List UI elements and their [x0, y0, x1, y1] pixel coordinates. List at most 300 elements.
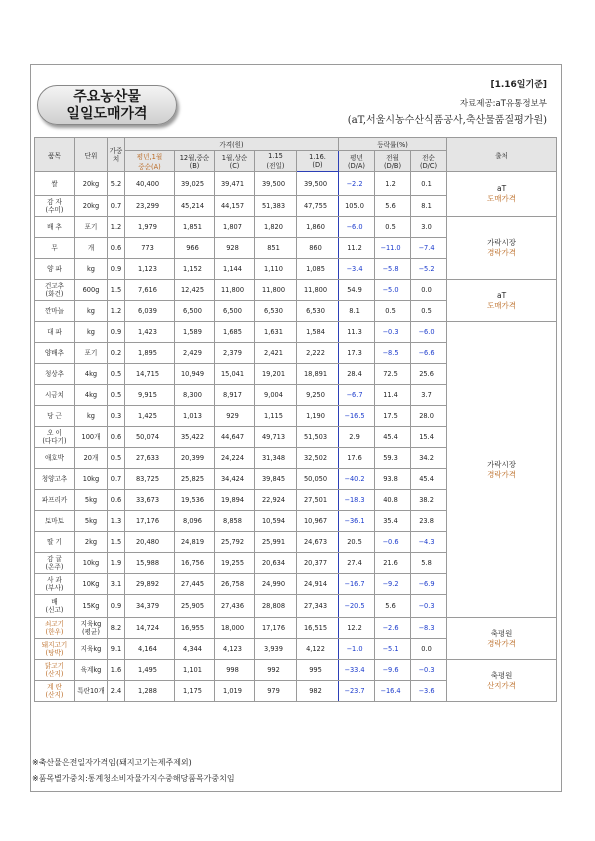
- item-cell: [35, 618, 75, 639]
- price-cell: 2,421: [255, 343, 297, 364]
- price-cell: 4,164: [125, 639, 175, 660]
- unit-value: 5kg: [84, 517, 98, 525]
- price-cell: 25,905: [175, 595, 215, 618]
- rate-cell: −18.3: [339, 490, 375, 511]
- price-cell: 1,979: [125, 217, 175, 238]
- rate-cell: −16.7: [339, 574, 375, 595]
- weight-cell: 0.7: [108, 469, 125, 490]
- item-name: 애호박: [44, 454, 65, 462]
- price-cell: 8,858: [215, 511, 255, 532]
- rate-cell: −40.2: [339, 469, 375, 490]
- price-cell: 10,949: [175, 364, 215, 385]
- reference-date: [1.16일기준]: [490, 80, 547, 90]
- unit-cell: [75, 301, 108, 322]
- unit-cell: [75, 574, 108, 595]
- rate-cell: −4.3: [411, 532, 447, 553]
- rate-cell: −16.5: [339, 406, 375, 427]
- price-col-header: [297, 151, 339, 172]
- rate-cell: 20.5: [339, 532, 375, 553]
- price-cell: 1,807: [215, 217, 255, 238]
- header-line: 1월,상순: [221, 154, 248, 162]
- unit-cell: [75, 364, 108, 385]
- item-variety: (부사): [45, 584, 64, 592]
- price-cell: 24,673: [297, 532, 339, 553]
- weight-cell: 1.3: [108, 511, 125, 532]
- unit-value: 20kg: [82, 179, 100, 188]
- source-name: 가락시장: [487, 459, 517, 469]
- item-name: 배 추: [47, 223, 62, 231]
- price-cell: 10,594: [255, 511, 297, 532]
- source-name: 가락시장: [487, 238, 517, 247]
- item-name: 쌀: [51, 179, 58, 188]
- price-cell: 1,423: [125, 322, 175, 343]
- price-cell: 24,990: [255, 574, 297, 595]
- price-cell: 25,825: [175, 469, 215, 490]
- item-variety: (화건): [45, 290, 64, 298]
- unit-value: 100개: [81, 433, 101, 441]
- rate-cell: 17.6: [339, 448, 375, 469]
- rate-cell: −5.0: [375, 280, 411, 301]
- weight-cell: 0.2: [108, 343, 125, 364]
- rate-cell: 17.3: [339, 343, 375, 364]
- price-cell: 8,300: [175, 385, 215, 406]
- title-line1: 주요농산물: [73, 89, 141, 105]
- rate-cell: 0.0: [411, 280, 447, 301]
- header-line: (C): [229, 162, 240, 170]
- rate-cell: −7.4: [411, 238, 447, 259]
- price-cell: 1,685: [215, 322, 255, 343]
- source-cell: [447, 217, 557, 280]
- rate-cell: −1.0: [339, 639, 375, 660]
- price-cell: 34,379: [125, 595, 175, 618]
- price-cell: 1,013: [175, 406, 215, 427]
- price-cell: 27,436: [215, 595, 255, 618]
- price-cell: 19,255: [215, 553, 255, 574]
- price-cell: 1,288: [125, 681, 175, 702]
- item-variety: (산지): [45, 691, 64, 699]
- unit-cell: [75, 681, 108, 702]
- price-cell: 1,175: [175, 681, 215, 702]
- unit-cell: [75, 322, 108, 343]
- item-cell: [35, 196, 75, 217]
- price-cell: 47,755: [297, 196, 339, 217]
- price-cell: 23,299: [125, 196, 175, 217]
- price-cell: 6,530: [297, 301, 339, 322]
- rate-cell: −0.3: [411, 595, 447, 618]
- price-cell: 851: [255, 238, 297, 259]
- price-cell: 1,152: [175, 259, 215, 280]
- weight-cell: 0.5: [108, 385, 125, 406]
- price-cell: 17,176: [125, 511, 175, 532]
- rate-cell: 1.2: [375, 172, 411, 196]
- price-cell: 1,584: [297, 322, 339, 343]
- weight-cell: 1.2: [108, 217, 125, 238]
- price-cell: 29,892: [125, 574, 175, 595]
- rate-cell: 105.0: [339, 196, 375, 217]
- header-line: 1.16.: [309, 153, 326, 161]
- price-cell: 15,041: [215, 364, 255, 385]
- rate-cell: 17.5: [375, 406, 411, 427]
- item-name: 감 자: [47, 198, 62, 206]
- header-line: (B): [189, 162, 200, 170]
- unit-cell: [75, 217, 108, 238]
- rate-cell: −5.8: [375, 259, 411, 280]
- item-cell: [35, 660, 75, 681]
- price-cell: 773: [125, 238, 175, 259]
- unit-cell: [75, 639, 108, 660]
- rate-cell: 0.5: [375, 217, 411, 238]
- unit-value: 15Kg: [82, 602, 100, 610]
- item-cell: [35, 172, 75, 196]
- unit-cell: [75, 343, 108, 364]
- price-cell: 928: [215, 238, 255, 259]
- weight-cell: 1.6: [108, 660, 125, 681]
- source-name: 축평원: [490, 628, 513, 638]
- price-cell: 20,399: [175, 448, 215, 469]
- rate-cell: −20.5: [339, 595, 375, 618]
- unit-value: 특란10개: [77, 687, 105, 695]
- table-row: [35, 217, 557, 238]
- unit-cell: [75, 660, 108, 681]
- item-cell: [35, 511, 75, 532]
- rate-cell: 72.5: [375, 364, 411, 385]
- price-cell: 1,820: [255, 217, 297, 238]
- item-name: 오 이: [47, 429, 62, 437]
- rate-cell: 8.1: [339, 301, 375, 322]
- item-name: 배: [51, 598, 58, 606]
- unit-cell: [75, 469, 108, 490]
- price-cell: 17,176: [255, 618, 297, 639]
- price-cell: 50,074: [125, 427, 175, 448]
- item-cell: [35, 343, 75, 364]
- item-cell: [35, 217, 75, 238]
- price-cell: 31,348: [255, 448, 297, 469]
- title-badge: [37, 85, 177, 125]
- source-cell: [447, 618, 557, 660]
- price-cell: 9,250: [297, 385, 339, 406]
- price-group-header: 가격(원): [125, 138, 339, 151]
- price-cell: 39,471: [215, 172, 255, 196]
- rate-cell: 15.4: [411, 427, 447, 448]
- item-name: 돼지고기: [41, 641, 68, 649]
- unit-value: 20kg: [82, 202, 100, 210]
- price-cell: 14,724: [125, 618, 175, 639]
- unit-cell: [75, 280, 108, 301]
- source-type: 산지가격: [487, 680, 517, 690]
- item-name: 청상추: [44, 370, 65, 378]
- weight-cell: 0.9: [108, 322, 125, 343]
- rate-cell: −8.3: [411, 618, 447, 639]
- item-cell: [35, 280, 75, 301]
- rate-cell: 3.0: [411, 217, 447, 238]
- item-variety: (수미): [45, 206, 64, 214]
- weight-cell: 1.2: [108, 301, 125, 322]
- rate-cell: 28.0: [411, 406, 447, 427]
- weight-cell: 0.6: [108, 427, 125, 448]
- title-line2: 일일도매가격: [66, 106, 148, 122]
- rate-cell: 11.2: [339, 238, 375, 259]
- rate-cell: −3.6: [411, 681, 447, 702]
- item-name: 토마토: [44, 517, 65, 525]
- rate-cell: 25.6: [411, 364, 447, 385]
- price-cell: 39,025: [175, 172, 215, 196]
- price-cell: 982: [297, 681, 339, 702]
- price-cell: 9,915: [125, 385, 175, 406]
- price-cell: 1,085: [297, 259, 339, 280]
- rate-cell: 93.8: [375, 469, 411, 490]
- rate-cell: 21.6: [375, 553, 411, 574]
- item-variety: (탕박): [45, 649, 64, 657]
- source-type: 경락가격: [487, 248, 517, 257]
- item-name: 쇠고기: [44, 620, 65, 628]
- price-cell: 1,895: [125, 343, 175, 364]
- rate-cell: 45.4: [375, 427, 411, 448]
- col-unit-header: 단위: [75, 138, 108, 172]
- rate-cell: −36.1: [339, 511, 375, 532]
- weight-cell: 0.7: [108, 196, 125, 217]
- source-type: 도매가격: [487, 300, 517, 310]
- price-cell: 1,425: [125, 406, 175, 427]
- rate-cell: −3.4: [339, 259, 375, 280]
- table-row: [35, 322, 557, 343]
- rate-cell: 35.4: [375, 511, 411, 532]
- rate-cell: 12.2: [339, 618, 375, 639]
- unit-value: 600g: [82, 286, 100, 294]
- price-cell: 25,792: [215, 532, 255, 553]
- unit-value: kg: [86, 307, 95, 315]
- source-name: aT: [496, 290, 507, 300]
- price-cell: 15,988: [125, 553, 175, 574]
- header-line: 평년,1월: [136, 153, 163, 161]
- item-cell: [35, 364, 75, 385]
- source-type: 경락가격: [487, 638, 517, 648]
- rate-cell: −5.2: [411, 259, 447, 280]
- price-cell: 860: [297, 238, 339, 259]
- price-cell: 25,991: [255, 532, 297, 553]
- unit-value: 2kg: [84, 538, 98, 546]
- weight-cell: 0.6: [108, 490, 125, 511]
- footnote-livestock: ※축산물은전일자가격임(돼지고기는제주제외): [32, 758, 192, 767]
- price-cell: 24,819: [175, 532, 215, 553]
- unit-value: 10kg: [82, 475, 100, 483]
- unit-cell: [75, 511, 108, 532]
- unit-value: 20개: [83, 454, 99, 462]
- price-cell: 2,222: [297, 343, 339, 364]
- rate-col-header: [375, 151, 411, 172]
- price-cell: 6,500: [215, 301, 255, 322]
- price-cell: 2,379: [215, 343, 255, 364]
- price-cell: 979: [255, 681, 297, 702]
- rate-cell: 0.0: [411, 639, 447, 660]
- price-cell: 49,713: [255, 427, 297, 448]
- price-cell: 1,115: [255, 406, 297, 427]
- price-cell: 51,503: [297, 427, 339, 448]
- rate-cell: −6.9: [411, 574, 447, 595]
- col-source-header: 출처: [447, 138, 557, 172]
- rate-cell: 45.4: [411, 469, 447, 490]
- col-weight-header: 가중치: [108, 138, 125, 172]
- header-line: (전일): [266, 162, 285, 170]
- header-line: 중순(A): [138, 163, 161, 171]
- price-cell: 39,500: [255, 172, 297, 196]
- item-variety: (다다기): [42, 437, 67, 445]
- price-cell: 6,039: [125, 301, 175, 322]
- price-col-header: [125, 151, 175, 172]
- source-cell: [447, 660, 557, 702]
- price-cell: 1,860: [297, 217, 339, 238]
- rate-cell: 59.3: [375, 448, 411, 469]
- unit-cell: [75, 553, 108, 574]
- source-cell: [447, 280, 557, 322]
- unit-cell: [75, 238, 108, 259]
- rate-cell: −23.7: [339, 681, 375, 702]
- unit-cell: [75, 172, 108, 196]
- item-name: 깐마늘: [44, 307, 65, 315]
- rate-cell: −9.6: [375, 660, 411, 681]
- unit-cell: [75, 532, 108, 553]
- unit-cell: [75, 385, 108, 406]
- weight-cell: 0.9: [108, 259, 125, 280]
- price-cell: 33,673: [125, 490, 175, 511]
- item-cell: [35, 639, 75, 660]
- item-name: 청양고추: [41, 475, 68, 483]
- weight-cell: 0.5: [108, 364, 125, 385]
- rate-cell: 5.6: [375, 196, 411, 217]
- price-cell: 20,634: [255, 553, 297, 574]
- item-name: 닭고기: [44, 662, 65, 670]
- rate-cell: 40.8: [375, 490, 411, 511]
- price-cell: 4,122: [297, 639, 339, 660]
- rate-cell: −6.7: [339, 385, 375, 406]
- item-name: 딸 기: [47, 538, 62, 546]
- item-cell: [35, 532, 75, 553]
- price-cell: 14,715: [125, 364, 175, 385]
- price-cell: 8,096: [175, 511, 215, 532]
- weight-cell: 0.9: [108, 595, 125, 618]
- price-cell: 19,894: [215, 490, 255, 511]
- price-cell: 39,500: [297, 172, 339, 196]
- weight-cell: 1.9: [108, 553, 125, 574]
- rate-cell: −16.4: [375, 681, 411, 702]
- header-line: (D/B): [384, 162, 402, 170]
- price-cell: 27,445: [175, 574, 215, 595]
- price-cell: 995: [297, 660, 339, 681]
- rate-cell: −9.2: [375, 574, 411, 595]
- header-line: 12월,중순: [179, 154, 210, 162]
- price-cell: 18,891: [297, 364, 339, 385]
- item-name: 사 과: [47, 576, 62, 584]
- weight-cell: 0.5: [108, 448, 125, 469]
- price-cell: 1,851: [175, 217, 215, 238]
- unit-value: 4kg: [84, 370, 98, 378]
- price-table: [34, 137, 557, 702]
- price-cell: 16,515: [297, 618, 339, 639]
- price-cell: 992: [255, 660, 297, 681]
- header-line: 전월: [386, 154, 399, 162]
- weight-cell: 9.1: [108, 639, 125, 660]
- unit-value: 개: [87, 244, 95, 252]
- price-cell: 1,019: [215, 681, 255, 702]
- price-cell: 34,424: [215, 469, 255, 490]
- price-cell: 1,190: [297, 406, 339, 427]
- item-variety: (산지): [45, 670, 64, 678]
- rate-cell: −6.6: [411, 343, 447, 364]
- unit-value: kg: [86, 328, 95, 336]
- price-cell: 83,725: [125, 469, 175, 490]
- rate-cell: 0.1: [411, 172, 447, 196]
- price-cell: 39,845: [255, 469, 297, 490]
- rate-cell: −8.5: [375, 343, 411, 364]
- rate-cell: −6.0: [339, 217, 375, 238]
- price-cell: 22,924: [255, 490, 297, 511]
- item-cell: [35, 448, 75, 469]
- price-col-header: [255, 151, 297, 172]
- rate-cell: 23.8: [411, 511, 447, 532]
- rate-cell: −6.0: [411, 322, 447, 343]
- rate-cell: 34.2: [411, 448, 447, 469]
- price-cell: 27,343: [297, 595, 339, 618]
- rate-cell: −2.6: [375, 618, 411, 639]
- price-cell: 1,631: [255, 322, 297, 343]
- item-cell: [35, 322, 75, 343]
- price-cell: 16,756: [175, 553, 215, 574]
- rate-cell: −11.0: [375, 238, 411, 259]
- price-cell: 19,201: [255, 364, 297, 385]
- price-col-header: [215, 151, 255, 172]
- unit-value: kg: [86, 265, 95, 273]
- price-cell: 1,123: [125, 259, 175, 280]
- item-name: 파프리카: [41, 496, 68, 504]
- rate-cell: 11.4: [375, 385, 411, 406]
- data-provider: 자료제공:aT유통정보부: [459, 99, 547, 109]
- item-cell: [35, 553, 75, 574]
- weight-cell: 3.1: [108, 574, 125, 595]
- col-item-header: 품목: [35, 138, 75, 172]
- price-cell: 929: [215, 406, 255, 427]
- item-variety: (온주): [45, 563, 64, 571]
- item-cell: [35, 681, 75, 702]
- rate-cell: 54.9: [339, 280, 375, 301]
- unit-value: 포기: [84, 349, 98, 357]
- item-cell: [35, 490, 75, 511]
- item-variety: (신고): [45, 606, 64, 614]
- rate-cell: 8.1: [411, 196, 447, 217]
- price-cell: 1,495: [125, 660, 175, 681]
- rate-cell: 11.3: [339, 322, 375, 343]
- price-cell: 4,344: [175, 639, 215, 660]
- weight-cell: 0.3: [108, 406, 125, 427]
- rate-cell: −5.1: [375, 639, 411, 660]
- rate-cell: 0.5: [411, 301, 447, 322]
- price-cell: 51,383: [255, 196, 297, 217]
- unit-value: 10kg: [82, 559, 100, 567]
- rate-cell: 2.9: [339, 427, 375, 448]
- price-cell: 26,758: [215, 574, 255, 595]
- price-cell: 1,101: [175, 660, 215, 681]
- unit-value: 4kg: [84, 391, 98, 399]
- unit-value: 포기: [84, 223, 98, 231]
- price-cell: 20,480: [125, 532, 175, 553]
- price-cell: 1,110: [255, 259, 297, 280]
- unit-value: 지육kg: [80, 620, 102, 628]
- rate-cell: 38.2: [411, 490, 447, 511]
- price-cell: 24,914: [297, 574, 339, 595]
- unit-cell: [75, 427, 108, 448]
- price-cell: 998: [215, 660, 255, 681]
- price-cell: 27,633: [125, 448, 175, 469]
- source-cell: [447, 322, 557, 618]
- rate-cell: −2.2: [339, 172, 375, 196]
